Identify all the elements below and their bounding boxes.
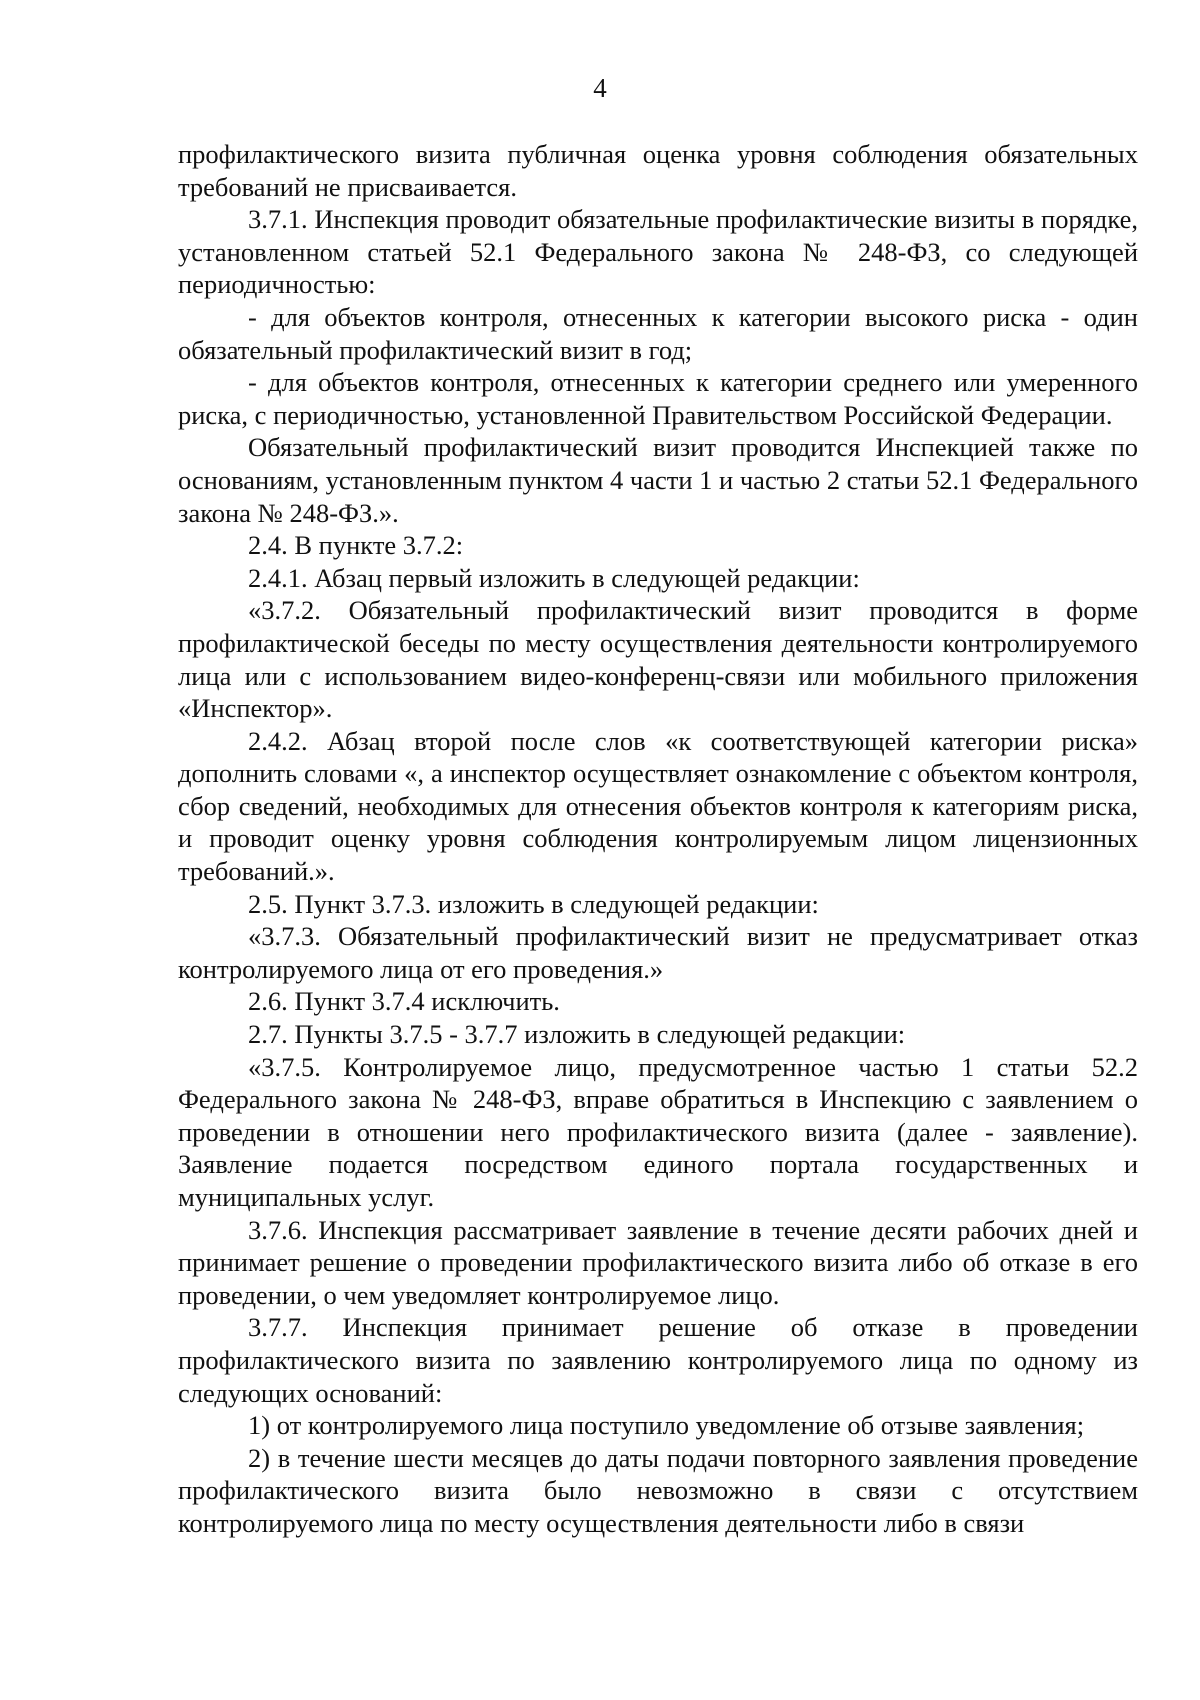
- paragraph-2-4: 2.4. В пункте 3.7.2:: [248, 530, 464, 561]
- paragraph-3-7-6: 3.7.6. Инспекция рассматривает заявление в течение десяти рабочих дней и принимает решение о проведении профилактического визита либо об отказе в его проведении, о чем уведомляет контролируемое лицо.: [178, 1214, 1138, 1310]
- paragraph-3-7-3: «3.7.3. Обязательный профилактический визит не предусматривает отказ контролируемого лица от его проведения.»: [178, 921, 1138, 984]
- page-number: 4: [593, 73, 607, 103]
- paragraph-3-7-7: 3.7.7. Инспекция принимает решение об отказе в проведении профилактического визита по заявлению контролируемого лица по одному из следующих оснований:: [178, 1312, 1138, 1408]
- list-item-2: 2) в течение шести месяцев до даты подачи повторного заявления проведение профилактического визита было невозможно в связи с отсутствием контролируемого лица по месту осуществления деятельности либо в связи: [178, 1442, 1138, 1538]
- list-item-medium-risk: - для объектов контроля, отнесенных к категории среднего или умеренного риска, с периодичностью, установленной Правительством Российской Федерации.: [178, 367, 1138, 430]
- paragraph-2-4-1: 2.4.1. Абзац первый изложить в следующей редакции:: [248, 562, 860, 593]
- paragraph-2-7: 2.7. Пункты 3.7.5 - 3.7.7 изложить в следующей редакции:: [248, 1019, 906, 1050]
- list-item-1: 1) от контролируемого лица поступило уведомление об отзыве заявления;: [248, 1410, 1085, 1441]
- paragraph-2-4-2: 2.4.2. Абзац второй после слов «к соответствующей категории риска» дополнить словами «, а инспектор осуществляет ознакомление с объектом контроля, сбор сведений, необходимых для отнесения объектов контроля к категориям риска, и проводит оценку уровня соблюдения контролируемым лицом лицензионных требований.».: [178, 725, 1138, 887]
- paragraph-3-7-2: «3.7.2. Обязательный профилактический визит проводится в форме профилактической беседы по месту осуществления деятельности контролируемого лица или с использованием видео-конференц-связи или мобильного приложения «Инспектор».: [178, 595, 1138, 724]
- document-body: [178, 138, 1138, 1540]
- paragraph-3-7-5: «3.7.5. Контролируемое лицо, предусмотренное частью 1 статьи 52.2 Федерального закона № 248-ФЗ, вправе обратиться в Инспекцию с заявлением о проведении в отношении него профилактического визита (далее - заявление). Заявление подается посредством единого портала государственных и муниципальных услуг.: [178, 1051, 1138, 1212]
- paragraph-2-6: 2.6. Пункт 3.7.4 исключить.: [248, 986, 560, 1017]
- paragraph-continuation: профилактического визита публичная оценка уровня соблюдения обязательных требований не присваивается.: [178, 139, 1138, 202]
- paragraph-mandatory-visit: Обязательный профилактический визит проводится Инспекцией также по основаниям, установленным пунктом 4 части 1 и частью 2 статьи 52.1 Федерального закона № 248-ФЗ.».: [178, 432, 1138, 528]
- list-item-high-risk: - для объектов контроля, отнесенных к категории высокого риска - один обязательный профилактический визит в год;: [178, 301, 1138, 365]
- paragraph-2-5: 2.5. Пункт 3.7.3. изложить в следующей редакции:: [248, 888, 819, 919]
- paragraph-3-7-1: 3.7.1. Инспекция проводит обязательные профилактические визиты в порядке, установленном статьей 52.1 Федерального закона № 248-ФЗ, со следующей периодичностью:: [178, 204, 1138, 300]
